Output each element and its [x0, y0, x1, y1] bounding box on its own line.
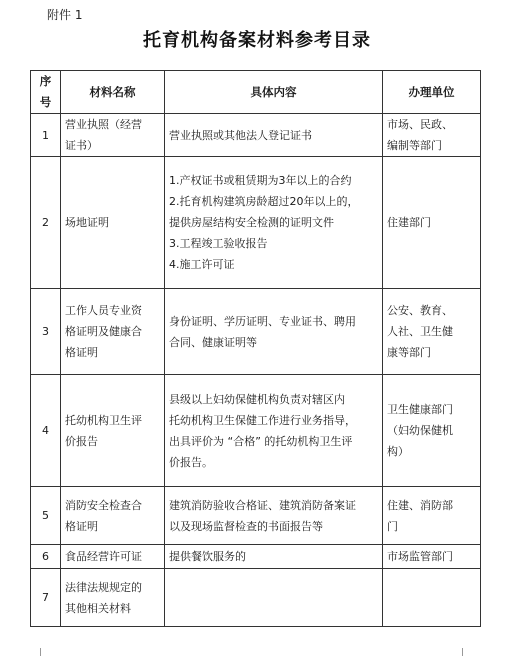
- material-name-line: 食品经营许可证: [65, 550, 142, 563]
- material-name: [61, 157, 165, 289]
- material-name-line: 格证明: [65, 519, 98, 533]
- material-name-line: 场地证明: [65, 216, 109, 229]
- handling-dept-line: 市场监管部门: [387, 550, 453, 563]
- handling-dept: [383, 375, 481, 487]
- handling-dept: [383, 545, 481, 569]
- page-corner-mark-right: [462, 648, 471, 656]
- handling-dept-line: 门: [387, 519, 398, 533]
- material-content-line: 3.工程竣工验收报告: [169, 237, 268, 250]
- material-name-line: 价报告: [65, 434, 98, 448]
- row-index: 7: [31, 569, 61, 627]
- handling-dept-line: 市场、民政、: [387, 118, 453, 131]
- material-content-line: 4.施工许可证: [169, 258, 235, 271]
- material-name: [61, 487, 165, 545]
- material-name: [61, 569, 165, 627]
- material-content: [165, 487, 383, 545]
- material-name: [61, 375, 165, 487]
- table-row: [31, 545, 481, 569]
- material-content: [165, 157, 383, 289]
- material-content-line: 身份证明、学历证明、专业证书、聘用: [169, 314, 356, 328]
- material-name: [61, 289, 165, 375]
- page-corner-mark-left: [40, 648, 49, 656]
- materials-table: [30, 70, 481, 627]
- handling-dept: [383, 569, 481, 627]
- table-body: [31, 114, 481, 627]
- material-name-line: 证书）: [65, 139, 98, 152]
- material-content-line: 价报告。: [169, 455, 213, 469]
- handling-dept-line: 卫生健康部门: [387, 403, 453, 416]
- material-content-line: 托幼机构卫生保健工作进行业务指导，: [169, 413, 356, 427]
- material-name: [61, 545, 165, 569]
- handling-dept-line: 人社、卫生健: [387, 325, 453, 338]
- handling-dept-line: 编制等部门: [387, 139, 442, 152]
- handling-dept: [383, 487, 481, 545]
- handling-dept: [383, 114, 481, 157]
- header-dept: 办理单位: [383, 71, 481, 114]
- material-content-line: 营业执照或其他法人登记证书: [169, 128, 312, 142]
- material-content-line: 县级以上妇幼保健机构负责对辖区内: [169, 392, 345, 406]
- material-name-line: 格证明: [65, 346, 98, 359]
- row-index: 1: [31, 114, 61, 157]
- material-name-line: 消防安全检查合: [65, 498, 142, 512]
- header-index: 序号: [31, 71, 61, 114]
- material-content-line: 以及现场监督检查的书面报告等: [169, 519, 323, 533]
- material-name: [61, 114, 165, 157]
- material-name-line: 营业执照（经营: [65, 118, 142, 131]
- attachment-label: 附件 1: [47, 8, 83, 22]
- handling-dept-line: 康等部门: [387, 346, 431, 359]
- row-index: 3: [31, 289, 61, 375]
- material-content: [165, 289, 383, 375]
- material-content-line: 出具评价为 “合格” 的托幼机构卫生评: [169, 434, 353, 448]
- material-content-line: 建筑消防验收合格证、建筑消防备案证: [169, 498, 356, 512]
- material-content: [165, 569, 383, 627]
- material-content: [165, 545, 383, 569]
- material-content-line: 提供房屋结构安全检测的证明文件: [169, 216, 334, 229]
- table-row: [31, 375, 481, 487]
- document-title: 托育机构备案材料参考目录: [143, 30, 371, 51]
- material-name-line: 其他相关材料: [65, 601, 131, 615]
- table-row: [31, 289, 481, 375]
- material-content: [165, 375, 383, 487]
- row-index: 2: [31, 157, 61, 289]
- table-row: [31, 487, 481, 545]
- material-content-line: 提供餐饮服务的: [169, 550, 246, 563]
- table-row: [31, 114, 481, 157]
- material-content: [165, 114, 383, 157]
- handling-dept-line: 住建、消防部: [387, 498, 453, 512]
- material-name-line: 法律法规规定的: [65, 580, 142, 594]
- header-name: 材料名称: [61, 71, 165, 114]
- handling-dept-line: 构）: [387, 445, 409, 458]
- material-content-line: 1.产权证书或租赁期为3年以上的合约: [169, 174, 352, 187]
- handling-dept: [383, 157, 481, 289]
- row-index: 6: [31, 545, 61, 569]
- material-content-line: 2.托育机构建筑房龄超过20年以上的，: [169, 195, 359, 208]
- table-row: [31, 157, 481, 289]
- material-content-line: 合同、健康证明等: [169, 335, 257, 349]
- handling-dept: [383, 289, 481, 375]
- material-name-line: 工作人员专业资: [65, 304, 142, 317]
- table-row: [31, 569, 481, 627]
- header-content: 具体内容: [165, 71, 383, 114]
- table-header-row: [31, 71, 481, 114]
- material-name-line: 托幼机构卫生评: [65, 413, 142, 427]
- handling-dept-line: （妇幼保健机: [387, 424, 453, 437]
- material-name-line: 格证明及健康合: [65, 325, 142, 338]
- handling-dept-line: 公安、教育、: [387, 304, 453, 317]
- row-index: 4: [31, 375, 61, 487]
- row-index: 5: [31, 487, 61, 545]
- handling-dept-line: 住建部门: [387, 216, 431, 229]
